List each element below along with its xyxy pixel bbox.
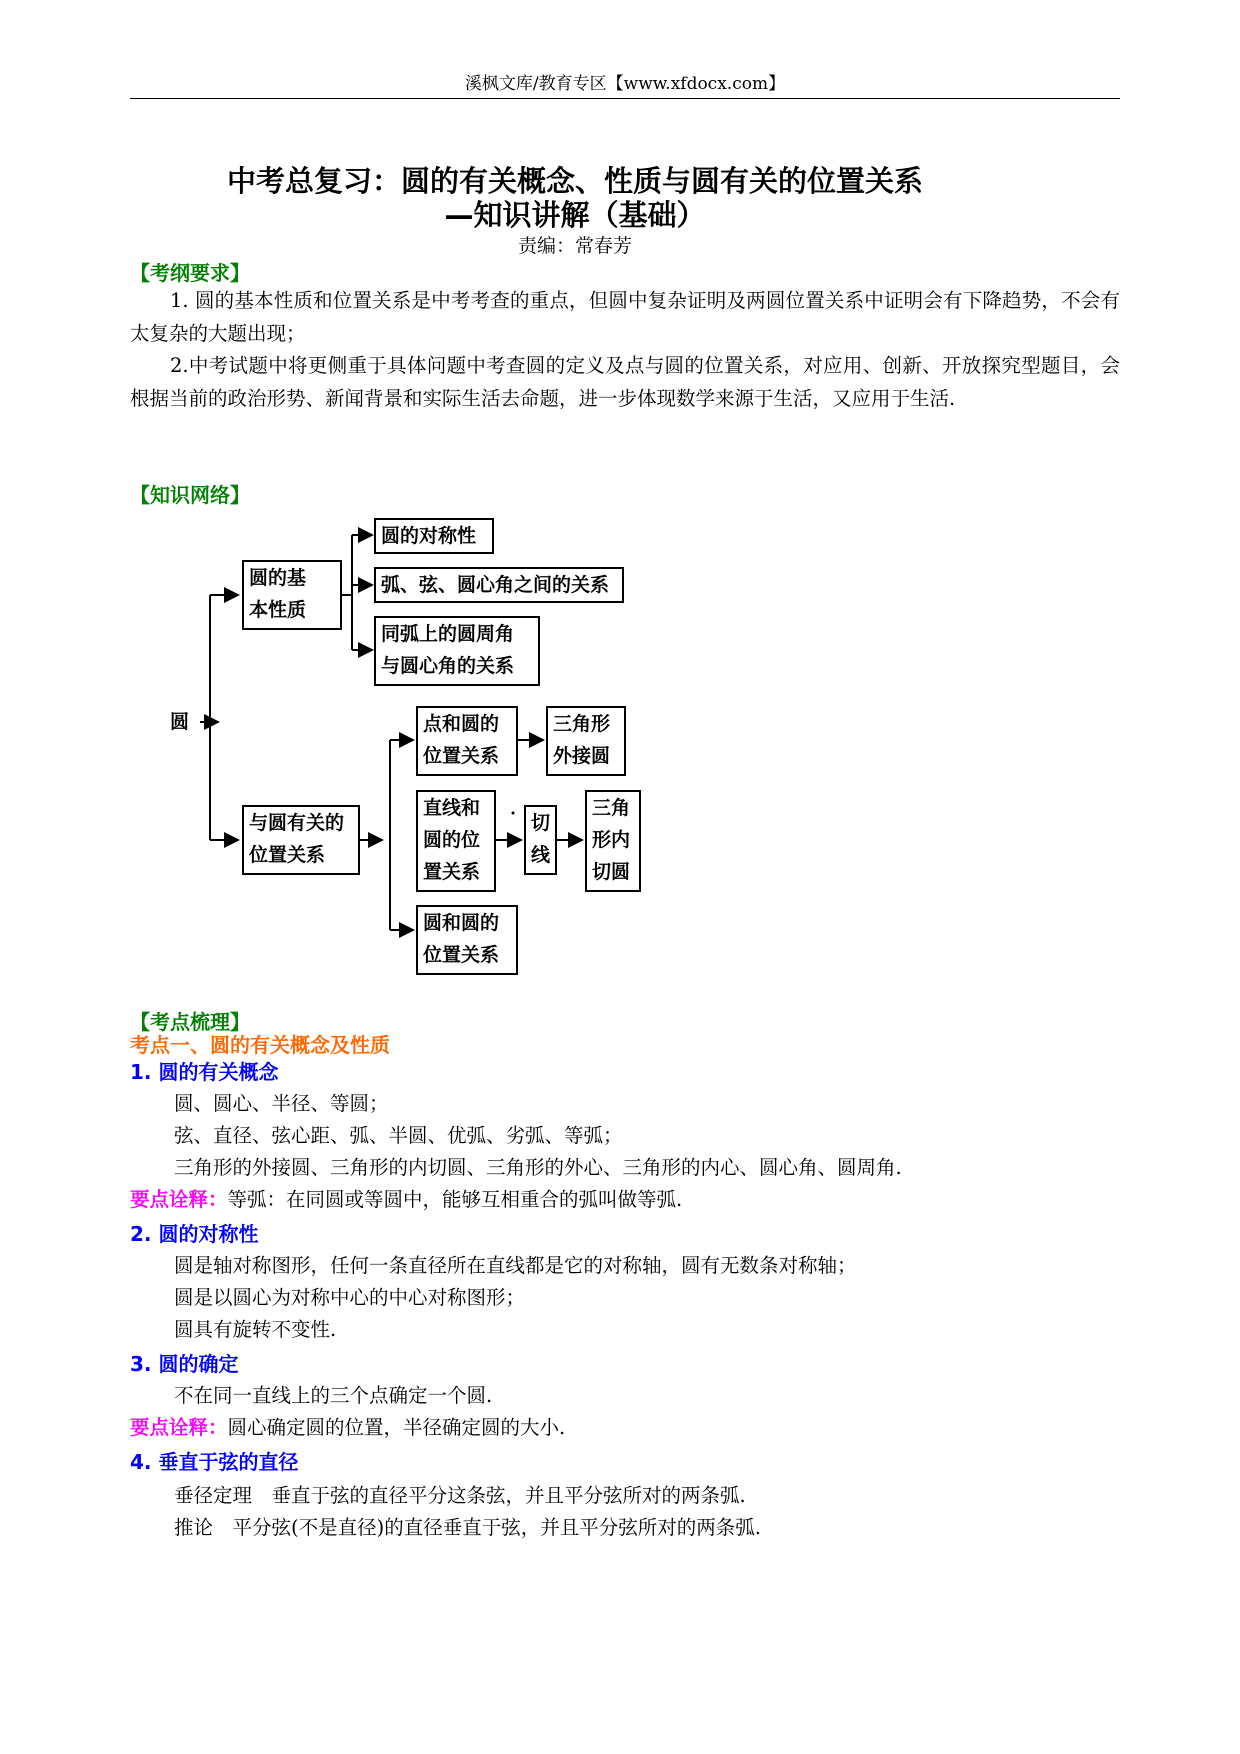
sub1-line-3: 三角形的外接圆、三角形的内切圆、三角形的外心、三角形的内心、圆心角、圆周角. xyxy=(174,1156,902,1179)
diagram-node-line-circle: 直线和 圆的位 置关系 xyxy=(416,790,496,892)
sub2-line-3: 圆具有旋转不变性. xyxy=(174,1318,337,1341)
sub1-heading: 1. 圆的有关概念 xyxy=(130,1060,279,1084)
sub4-heading: 4. 垂直于弦的直径 xyxy=(130,1450,299,1474)
network-heading: 【知识网络】 xyxy=(130,483,250,507)
header-rule xyxy=(130,98,1120,99)
diagram-node-tangent: 切 线 xyxy=(524,805,557,875)
point1-heading: 考点一、圆的有关概念及性质 xyxy=(130,1033,390,1057)
note-label: 要点诠释： xyxy=(130,1416,228,1439)
diagram-node-inscribed-angle: 同弧上的圆周角 与圆心角的关系 xyxy=(374,616,540,686)
points-heading: 【考点梳理】 xyxy=(130,1010,250,1034)
requirement-item-1-text: 1. 圆的基本性质和位置关系是中考考查的重点，但圆中复杂证明及两圆位置关系中证明会有下降趋势，不会有太复杂的大题出现； xyxy=(130,289,1120,345)
document-subtitle: —知识讲解（基础） xyxy=(444,198,706,232)
knowledge-network-diagram xyxy=(160,500,680,990)
requirement-item-2-text: 2.中考试题中将更侧重于具体问题中考查圆的定义及点与圆的位置关系，对应用、创新、开放探究型题目，会根据当前的政治形势、新闻背景和实际生活去命题，进一步体现数学来源于生活，又应用于生活. xyxy=(130,354,1120,410)
note-label: 要点诠释： xyxy=(130,1188,228,1211)
sub1-line-1: 圆、圆心、半径、等圆； xyxy=(174,1092,389,1115)
sub4-line-2: 推论 平分弦(不是直径)的直径垂直于弦，并且平分弦所对的两条弧. xyxy=(174,1516,761,1539)
sub3-note xyxy=(130,1414,565,1442)
requirements-heading: 【考纲要求】 xyxy=(130,261,250,285)
diagram-node-symmetry: 圆的对称性 xyxy=(374,518,494,554)
sub1-line-2: 弦、直径、弦心距、弧、半圆、优弧、劣弧、等弧； xyxy=(174,1124,623,1147)
diagram-node-circle-circle: 圆和圆的 位置关系 xyxy=(416,905,518,975)
author-line: 责编：常春芳 xyxy=(517,235,632,257)
sub2-line-2: 圆是以圆心为对称中心的中心对称图形； xyxy=(174,1286,526,1309)
document-title: 中考总复习：圆的有关概念、性质与圆有关的位置关系 xyxy=(226,164,923,198)
diagram-node-incircle: 三角 形内 切圆 xyxy=(585,790,641,892)
diagram-node-arc-chord: 弧、弦、圆心角之间的关系 xyxy=(374,567,624,603)
sub3-heading: 3. 圆的确定 xyxy=(130,1352,239,1376)
sub2-line-1: 圆是轴对称图形，任何一条直径所在直线都是它的对称轴，圆有无数条对称轴； xyxy=(174,1254,857,1277)
diagram-root: 圆 xyxy=(170,711,190,733)
sub4-line-1: 垂径定理 垂直于弦的直径平分这条弦，并且平分弦所对的两条弧. xyxy=(174,1484,746,1507)
page-header: 溪枫文库/教育专区【www.xfdocx.com】 xyxy=(464,74,786,94)
diagram-node-circumcircle: 三角形 外接圆 xyxy=(546,706,626,776)
requirement-item-2 xyxy=(130,349,1120,415)
diagram-node-position-relation: 与圆有关的 位置关系 xyxy=(242,805,360,875)
diagram-node-basic-property: 圆的基 本性质 xyxy=(242,560,342,630)
sub3-line-1: 不在同一直线上的三个点确定一个圆. xyxy=(174,1384,493,1407)
diagram-node-point-circle: 点和圆的 位置关系 xyxy=(416,706,518,776)
sub1-note xyxy=(130,1186,682,1214)
sub2-heading: 2. 圆的对称性 xyxy=(130,1222,259,1246)
requirement-item-1 xyxy=(130,284,1120,350)
note-text: 等弧：在同圆或等圆中，能够互相重合的弧叫做等弧. xyxy=(227,1188,683,1211)
note-text: 圆心确定圆的位置，半径确定圆的大小. xyxy=(227,1416,566,1439)
